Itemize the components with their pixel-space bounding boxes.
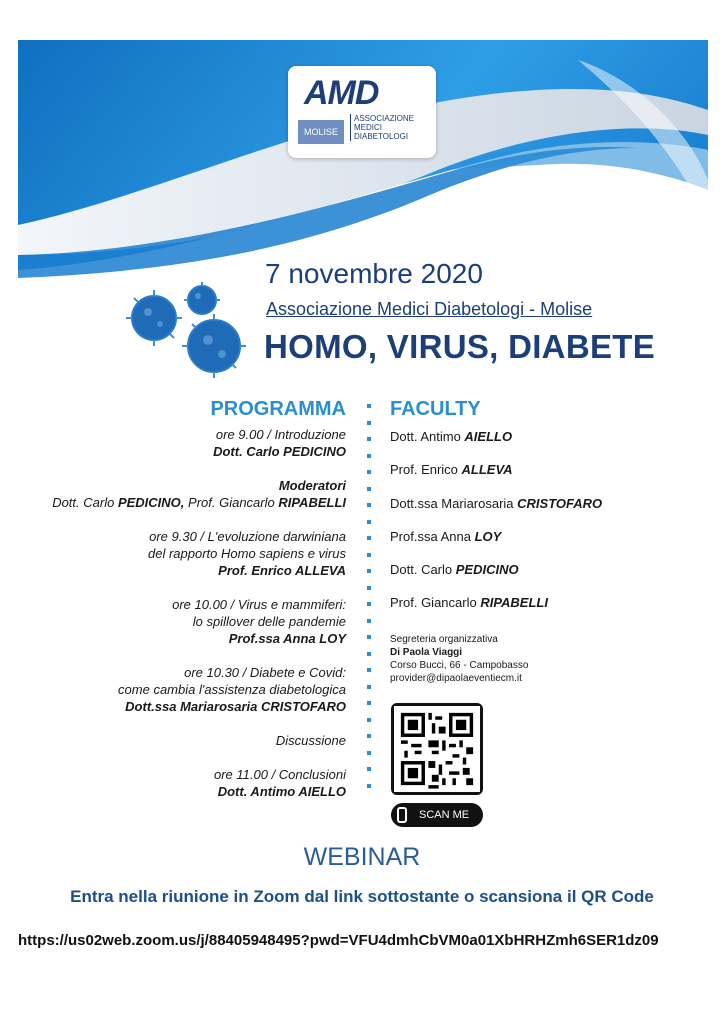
scan-me-button[interactable] [391, 803, 483, 827]
event-title: HOMO, VIRUS, DIABETE [264, 328, 656, 365]
program-item: Discussione [275, 733, 346, 748]
logo-acronym: AMD [304, 74, 379, 112]
organizer-name: Di Paola Viaggi [390, 647, 463, 658]
virus-icon [122, 282, 252, 386]
faculty-member: Dott. Antimo AIELLO [390, 429, 513, 444]
program-item: ore 9.30 / L'evoluzione darwiniana del rapporto Homo sapiens e virus Prof. Enrico ALLEVA [148, 529, 346, 578]
programma-heading: PROGRAMMA [210, 398, 346, 420]
faculty-member: Prof. Giancarlo RIPABELLI [390, 595, 548, 611]
amd-logo [288, 66, 436, 158]
phone-icon [397, 807, 407, 823]
program-item: ore 11.00 / Conclusioni Dott. Antimo AIELLO [213, 767, 346, 799]
program-item: ore 9.00 / Introduzione Dott. Carlo PEDICINO [213, 427, 346, 459]
qr-code-icon [394, 706, 480, 792]
organizer-email[interactable]: provider@dipaolaeventiecm.it [390, 673, 522, 684]
zoom-link[interactable]: https://us02web.zoom.us/j/88405948495?pwd=VFU4dmhCbVM0a01XbHRHZmh6SER1dz09 [18, 932, 659, 949]
organizer-address: Corso Bucci, 66 - Campobasso [390, 660, 529, 671]
webinar-heading: WEBINAR [303, 843, 421, 871]
association-name: Associazione Medici Diabetologi - Molise [266, 299, 593, 319]
program-item: Moderatori Dott. Carlo PEDICINO, Prof. Giancarlo RIPABELLI [52, 478, 346, 510]
column-divider [367, 404, 371, 800]
zoom-instructions: Entra nella riunione in Zoom dal link sottostante o scansiona il QR Code [70, 887, 654, 906]
program-item: ore 10.30 / Diabete e Covid: come cambia l'assistenza diabetologica Dott.ssa Mariarosaria CRISTOFARO [118, 665, 346, 714]
logo-name: ASSOCIAZIONE MEDICI DIABETOLOGI [350, 114, 414, 141]
faculty-member: Prof. Enrico ALLEVA [390, 462, 513, 478]
faculty-heading: FACULTY [390, 398, 481, 420]
qr-code[interactable] [391, 703, 483, 795]
faculty-section [390, 398, 710, 629]
faculty-member: Prof.ssa Anna LOY [390, 528, 502, 544]
logo-region: MOLISE [298, 120, 344, 144]
event-date: 7 novembre 2020 [265, 258, 483, 289]
organizer-info [390, 633, 528, 685]
programma-section [6, 398, 346, 800]
faculty-member: Dott.ssa Mariarosaria CRISTOFARO [390, 495, 603, 511]
program-item: ore 10.00 / Virus e mammiferi: lo spillover delle pandemie Prof.ssa Anna LOY [172, 597, 346, 646]
organizer-label: Segreteria organizzativa [390, 634, 498, 645]
faculty-member: Dott. Carlo PEDICINO [390, 562, 519, 578]
scan-me-label: SCAN ME [419, 809, 470, 821]
